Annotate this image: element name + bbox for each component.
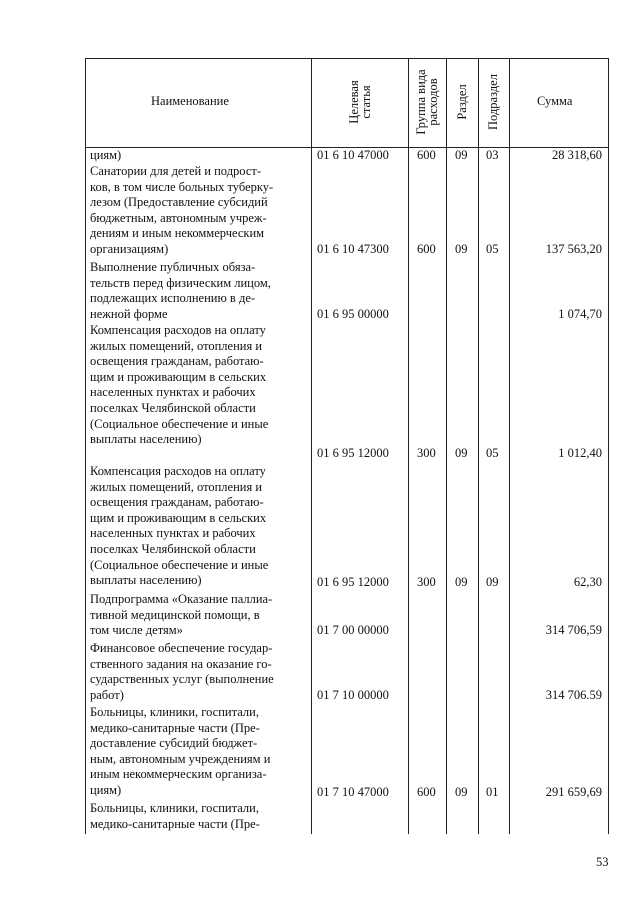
row-sum: 314 706,59 [545,623,602,637]
col-border [408,58,409,834]
row-name: Компенсация расходов на оплату жилых помещений, отопления и освещения гражданам, работаю- щим и проживающим в сельских населенных пунктах и рабочих поселках Челябинской области (Социальное обеспечение и иные выплаты населению) [90,464,269,588]
row-subsection: 05 [486,446,499,460]
row-section: 09 [455,785,468,799]
row-section: 09 [455,575,468,589]
col-border [446,58,447,834]
row-group: 600 [417,785,436,799]
row-subsection: 09 [486,575,499,589]
row-sum: 1 074,70 [558,307,602,321]
row-name: циям) [90,148,122,162]
row-sum: 314 706.59 [545,688,602,702]
row-sum: 28 318,60 [552,148,602,162]
row-name: Подпрограмма «Оказание паллиа- тивной медицинской помощи, в том числе детям» [90,592,273,638]
header-expense-group: Группа вида расходов [414,69,440,135]
row-target-code: 01 6 95 12000 [317,446,389,460]
header-subsection: Подраздел [486,74,500,130]
row-group: 300 [417,575,436,589]
col-border [85,58,86,834]
row-name: Больницы, клиники, госпитали, медико-санитарные части (Пре- [90,801,260,831]
row-name: Компенсация расходов на оплату жилых помещений, отопления и освещения гражданам, работаю- щим и проживающим в сельских населенных пунктах и рабочих поселках Челябинской области (Социальное обеспечение и иные выплаты населению) [90,323,269,447]
row-sum: 291 659,69 [545,785,602,799]
row-section: 09 [455,148,468,162]
page-number: 53 [596,855,609,869]
row-subsection: 03 [486,148,499,162]
header-section: Раздел [455,84,469,120]
row-name: Больницы, клиники, госпитали, медико-санитарные части (Пре- доставление субсидий бюджет- ным, автономным учреждениям и иным некоммерческим организа- циям) [90,705,271,797]
row-name: Санатории для детей и подрост- ков, в том числе больных туберку- лезом (Предоставление субсидий бюджетным, автономным учреж- дениям и иным некоммерческим организациям) [90,164,274,256]
row-sum: 62,30 [573,575,602,589]
row-group: 600 [417,242,436,256]
row-name: Выполнение публичных обяза- тельств перед физическим лицом, подлежащих исполнению в де- нежной форме [90,260,271,321]
header-sum: Сумма [537,94,573,108]
col-border [608,58,609,834]
row-section: 09 [455,446,468,460]
col-border [478,58,479,834]
row-section: 09 [455,242,468,256]
row-target-code: 01 6 95 00000 [317,307,389,321]
table-top-border [85,58,608,59]
row-sum: 137 563,20 [545,242,602,256]
col-border [509,58,510,834]
row-name: Финансовое обеспечение государ- ственного задания на оказание го- сударственных услуг (выполнение работ) [90,641,274,702]
header-target-article: Целевая статья [347,80,373,124]
row-subsection: 01 [486,785,499,799]
row-target-code: 01 6 10 47300 [317,242,389,256]
row-sum: 1 012,40 [558,446,602,460]
row-target-code: 01 6 10 47000 [317,148,389,162]
row-group: 600 [417,148,436,162]
row-target-code: 01 7 10 00000 [317,688,389,702]
row-target-code: 01 7 10 47000 [317,785,389,799]
row-target-code: 01 6 95 12000 [317,575,389,589]
col-border [311,58,312,834]
row-target-code: 01 7 00 00000 [317,623,389,637]
header-name: Наименование [151,94,229,108]
row-group: 300 [417,446,436,460]
row-subsection: 05 [486,242,499,256]
